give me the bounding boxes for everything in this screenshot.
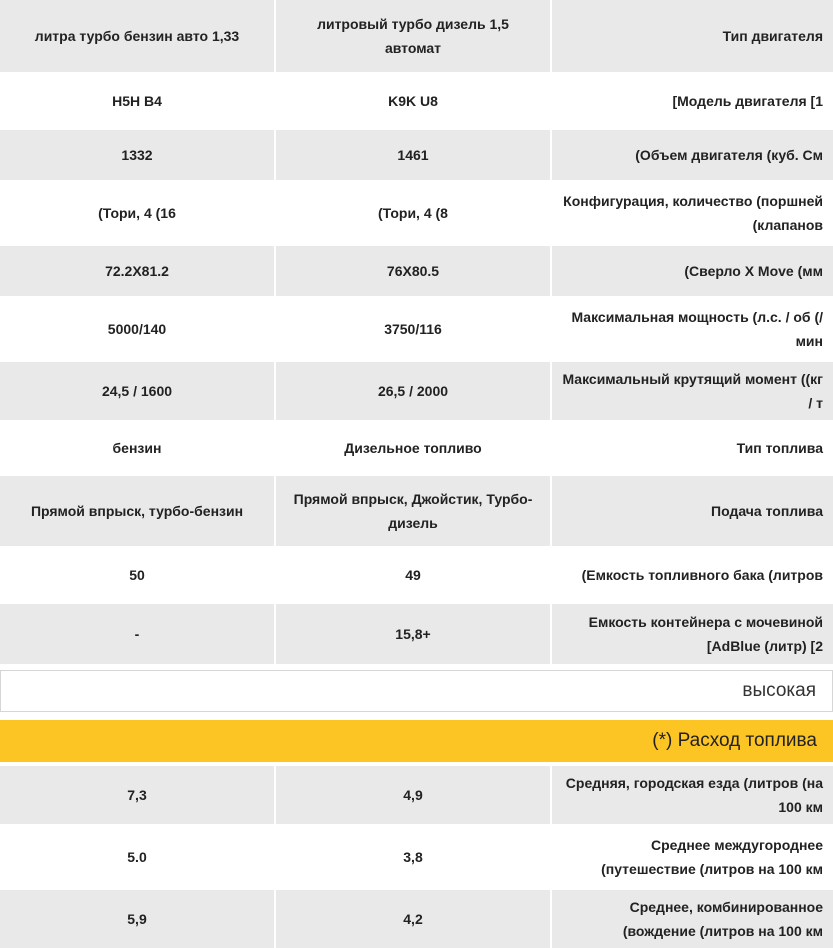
table-row bbox=[0, 828, 833, 886]
diesel-value: 4,2 bbox=[276, 890, 552, 948]
petrol-value: Прямой впрыск, турбо-бензин bbox=[0, 476, 276, 546]
diesel-value: 26,5 / 2000 bbox=[276, 362, 552, 420]
diesel-value: 3750/116 bbox=[276, 300, 552, 358]
table-row bbox=[0, 766, 833, 824]
petrol-value: 72.2X81.2 bbox=[0, 246, 276, 296]
spec-label: Конфигурация, количество (поршней (клапанов bbox=[552, 184, 833, 242]
table-row bbox=[0, 550, 833, 600]
petrol-value: 1332 bbox=[0, 130, 276, 180]
petrol-value: бензин bbox=[0, 424, 276, 472]
table-row bbox=[0, 184, 833, 242]
diesel-value: 4,9 bbox=[276, 766, 552, 824]
spec-label: Максимальный крутящий момент ((кг / т bbox=[552, 362, 833, 420]
spec-label: Тип двигателя bbox=[552, 0, 833, 72]
level-dropdown[interactable] bbox=[0, 670, 833, 712]
diesel-value: 1461 bbox=[276, 130, 552, 180]
spec-label: Среднее междугороднее (путешествие (литров на 100 км bbox=[552, 828, 833, 886]
petrol-value: 5.0 bbox=[0, 828, 276, 886]
spec-label: (Сверло X Move (мм bbox=[552, 246, 833, 296]
petrol-value: 24,5 / 1600 bbox=[0, 362, 276, 420]
spec-label: Максимальная мощность (л.с. / об (/ мин bbox=[552, 300, 833, 358]
petrol-value: 7,3 bbox=[0, 766, 276, 824]
table-row bbox=[0, 76, 833, 126]
diesel-value: 76X80.5 bbox=[276, 246, 552, 296]
petrol-value: H5H B4 bbox=[0, 76, 276, 126]
spec-label: [Модель двигателя [1 bbox=[552, 76, 833, 126]
petrol-value: литра турбо бензин авто 1,33 bbox=[0, 0, 276, 72]
spec-label: Подача топлива bbox=[552, 476, 833, 546]
diesel-value: 49 bbox=[276, 550, 552, 600]
fuel-consumption-header bbox=[0, 720, 833, 762]
diesel-value: Прямой впрыск, Джойстик, Турбо-дизель bbox=[276, 476, 552, 546]
table-row bbox=[0, 0, 833, 72]
spec-label: (Емкость топливного бака (литров bbox=[552, 550, 833, 600]
spec-label: Средняя, городская езда (литров (на 100 км bbox=[552, 766, 833, 824]
table-row bbox=[0, 246, 833, 296]
fuel-consumption-table bbox=[0, 766, 833, 948]
fuel-consumption-title: (*) Расход топлива bbox=[652, 730, 817, 751]
diesel-value: 15,8+ bbox=[276, 604, 552, 664]
diesel-value: Дизельное топливо bbox=[276, 424, 552, 472]
spec-label: Среднее, комбинированное (вождение (литров на 100 км bbox=[552, 890, 833, 948]
spec-label: (Объем двигателя (куб. См bbox=[552, 130, 833, 180]
diesel-value: 3,8 bbox=[276, 828, 552, 886]
table-row bbox=[0, 604, 833, 664]
petrol-value: 50 bbox=[0, 550, 276, 600]
diesel-value: (Тори, 4 (8 bbox=[276, 184, 552, 242]
diesel-value: K9K U8 bbox=[276, 76, 552, 126]
level-dropdown-value: высокая bbox=[742, 680, 816, 701]
table-row bbox=[0, 476, 833, 546]
table-row bbox=[0, 130, 833, 180]
table-row bbox=[0, 890, 833, 948]
spec-label: Тип топлива bbox=[552, 424, 833, 472]
petrol-value: 5000/140 bbox=[0, 300, 276, 358]
spec-label: Емкость контейнера с мочевиной [AdBlue (литр) [2 bbox=[552, 604, 833, 664]
petrol-value: (Тори, 4 (16 bbox=[0, 184, 276, 242]
diesel-value: литровый турбо дизель 1,5 автомат bbox=[276, 0, 552, 72]
table-row bbox=[0, 362, 833, 420]
petrol-value: 5,9 bbox=[0, 890, 276, 948]
petrol-value: - bbox=[0, 604, 276, 664]
table-row bbox=[0, 300, 833, 358]
table-row bbox=[0, 424, 833, 472]
